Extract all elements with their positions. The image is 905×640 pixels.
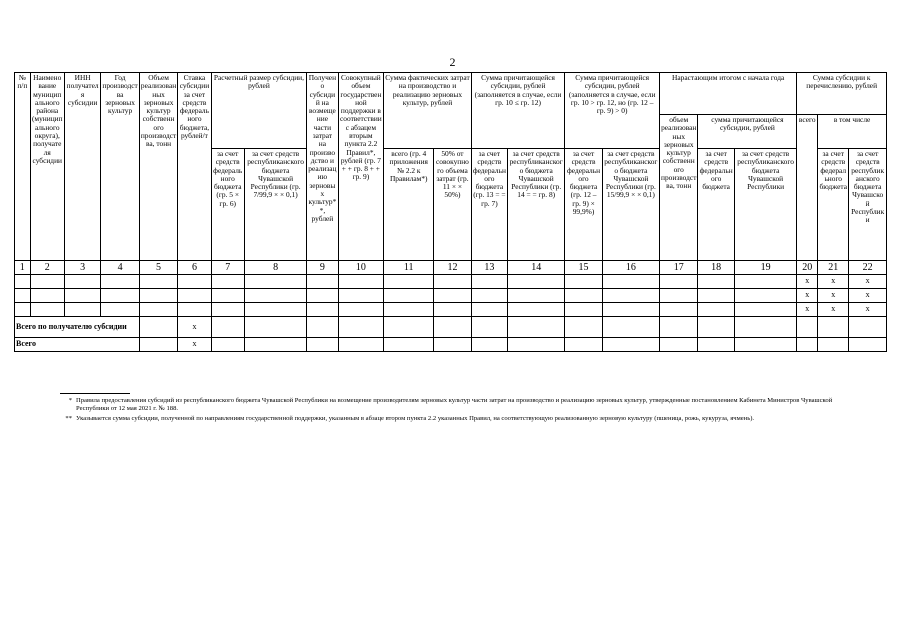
header-sold-volume: Объем реализованных зерновых культур собственного производства, тонн <box>139 73 177 261</box>
header-recipient-name: Наименование муниципального района (муниципального округа), получателя субсидии <box>30 73 64 261</box>
column-number-row <box>15 261 887 275</box>
total-recipient-row <box>15 317 887 338</box>
total-row <box>15 338 887 352</box>
x-mark: x <box>797 303 818 317</box>
column-number: 13 <box>471 261 507 275</box>
column-number: 16 <box>602 261 659 275</box>
header-costs-total: всего (гр. 4 приложения № 2.2 к Правилам*) <box>384 149 434 261</box>
column-number: 8 <box>244 261 306 275</box>
table-row <box>15 303 887 317</box>
page-number: 2 <box>449 55 456 69</box>
footnote-marker: * <box>68 397 72 404</box>
column-number: 12 <box>434 261 471 275</box>
column-number: 17 <box>659 261 697 275</box>
header-republic-transfer: за счет средств республиканского бюджета Чувашской Республики <box>849 149 887 261</box>
footnote-divider <box>60 393 130 394</box>
footnote <box>60 415 850 423</box>
column-number: 21 <box>818 261 849 275</box>
column-number: 2 <box>30 261 64 275</box>
total-recipient-label: Всего по получателю субсидии <box>15 317 140 338</box>
x-mark: x <box>818 303 849 317</box>
column-number: 19 <box>734 261 796 275</box>
column-number: 20 <box>797 261 818 275</box>
x-mark: x <box>849 303 887 317</box>
column-number: 11 <box>384 261 434 275</box>
header-transfer-including: в том числе <box>818 115 887 149</box>
x-mark: x <box>818 275 849 289</box>
header-federal-due-b: за счет средств федерального бюджета (гр. 12 – гр. 9) × 99,9%) <box>565 149 602 261</box>
header-republic-estimated: за счет средств республиканского бюджета Чувашской Республики (гр. 7/99,9 × × 0,1) <box>244 149 306 261</box>
header-cumulative: Нарастающим итогом с начала года <box>659 73 796 115</box>
header-due-subsidy-a: Сумма причитающейся субсидии, рублей (заполняется в случае, если гр. 10 ≤ гр. 12) <box>471 73 565 149</box>
x-mark: x <box>178 338 211 352</box>
column-number: 14 <box>508 261 565 275</box>
header-federal-estimated: за счет средств федерального бюджета (гр. 5 × гр. 6) <box>211 149 244 261</box>
header-cumulative-volume: объем реализованных зерновых культур собственного производства, тонн <box>659 115 697 261</box>
footnote <box>60 397 850 414</box>
header-costs-half: 50% от совокупного объема затрат (гр. 11 × × 50%) <box>434 149 471 261</box>
table-row <box>15 289 887 303</box>
subsidy-table <box>14 72 887 352</box>
x-mark: x <box>818 289 849 303</box>
column-number: 9 <box>307 261 338 275</box>
header-actual-costs: Сумма фактических затрат на производство и реализацию зерновых культур, рублей <box>384 73 471 149</box>
header-transfer-amount: Сумма субсидии к перечислению, рублей <box>797 73 887 115</box>
column-number: 1 <box>15 261 31 275</box>
column-number: 3 <box>64 261 100 275</box>
x-mark: x <box>849 275 887 289</box>
header-republic-due-a: за счет средств республиканского бюджета Чувашской Республики (гр. 14 = = гр. 8) <box>508 149 565 261</box>
header-total-support: Совокупный объем государственной поддержки в соответствии с абзацем вторым пункта 2.2 Правил*, рублей (гр. 7 + + гр. 8 + + гр. 9) <box>338 73 384 261</box>
header-republic-cumulative: за счет средств республиканского бюджета Чувашской Республики <box>734 149 796 261</box>
column-number: 4 <box>101 261 139 275</box>
column-number: 22 <box>849 261 887 275</box>
total-label: Всего <box>15 338 140 352</box>
footnote-text: Правила предоставления субсидий из республиканского бюджета Чувашской Республики на возмещение производителям зерновых культур части затрат на производство и реализацию зерновых культур, утвержденные постановлением Кабинета Министров Чувашской Республики от 12 мая 2021 г. № 188. <box>76 397 833 413</box>
column-number: 6 <box>178 261 211 275</box>
column-number: 18 <box>698 261 734 275</box>
header-federal-due-a: за счет средств федерального бюджета (гр. 13 = = гр. 7) <box>471 149 507 261</box>
footnote-text: Указывается сумма субсидии, полученной по направлениям государственной поддержки, указанным в абзаце втором пункта 2.2 указанных Правил, на соответствующую реализованную зерновую культуру (пшеница, рожь, кукуруза, ячмень). <box>76 414 755 422</box>
header-num: № п/п <box>15 73 31 261</box>
column-number: 15 <box>565 261 602 275</box>
x-mark: x <box>797 289 818 303</box>
header-estimated-subsidy: Расчетный размер субсидии, рублей <box>211 73 307 149</box>
header-republic-due-b: за счет средств республиканского бюджета Чувашской Республики (гр. 15/99,9 × × 0,1) <box>602 149 659 261</box>
x-mark: x <box>178 317 211 338</box>
x-mark: x <box>797 275 818 289</box>
column-number: 5 <box>139 261 177 275</box>
header-cumulative-subsidy: сумма причитающейся субсидии, рублей <box>698 115 797 149</box>
x-mark: x <box>849 289 887 303</box>
header-inn: ИНН получателя субсидии <box>64 73 100 261</box>
column-number: 7 <box>211 261 244 275</box>
header-federal-transfer: за счет средств федерального бюджета <box>818 149 849 261</box>
table-row <box>15 275 887 289</box>
header-production-year: Год производства зерновых культур <box>101 73 139 261</box>
header-subsidy-rate: Ставка субсидии за счет средств федерального бюджета, рублей/т <box>178 73 211 261</box>
header-received-subsidies: Получено субсидий на возмещение части затрат на производство и реализацию зерновых культур**, рублей <box>307 73 338 261</box>
header-federal-cumulative: за счет средств федерального бюджета <box>698 149 734 261</box>
footnotes <box>60 393 850 424</box>
header-transfer-total: всего <box>797 115 818 261</box>
column-number: 10 <box>338 261 384 275</box>
footnote-marker: ** <box>65 414 72 422</box>
header-due-subsidy-b: Сумма причитающейся субсидии, рублей (заполняется в случае, если гр. 10 > гр. 12, но (гр. 12 – гр. 9) > 0) <box>565 73 660 149</box>
